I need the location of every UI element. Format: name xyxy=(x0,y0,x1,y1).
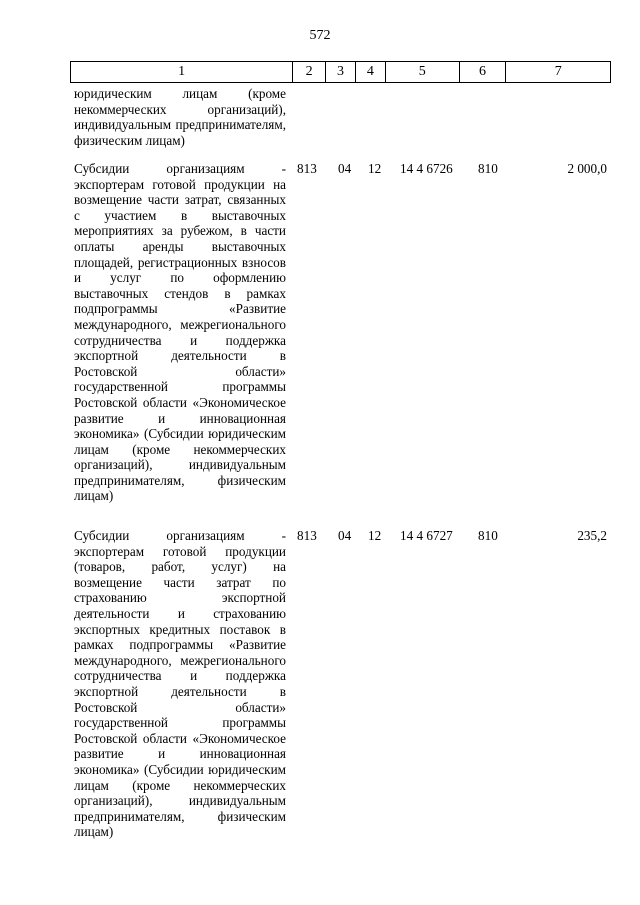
header-col-4: 4 xyxy=(356,62,386,82)
table-header xyxy=(70,61,611,83)
row-2-col2: 813 xyxy=(297,528,317,543)
row-2-col4: 12 xyxy=(368,528,382,543)
header-col-6: 6 xyxy=(460,62,507,82)
row-1-col7: 2 000,0 xyxy=(567,161,607,176)
row-2-col6: 810 xyxy=(478,528,498,543)
row-2-col3: 04 xyxy=(338,528,352,543)
row-2-col7: 235,2 xyxy=(577,528,607,543)
page-number: 572 xyxy=(309,28,331,43)
row-1-col4: 12 xyxy=(368,161,382,176)
header-col-1: 1 xyxy=(71,62,293,82)
header-col-2: 2 xyxy=(293,62,326,82)
row-2-col5: 14 4 6727 xyxy=(400,528,453,543)
continuation-text: юридическим лицам (кроме некоммерческих организаций), индивидуальным предпринимателям, физическим лицам) xyxy=(74,86,286,148)
header-col-7: 7 xyxy=(554,64,562,79)
row-2-description: Субсидии организациям - экспортерам готовой продукции (товаров, работ, услуг) на возмещение части затрат по страхованию экспортной деятельности и страхованию экспортных кредитных поставок в рамках подпрограммы «Развитие международного, межрегионального сотрудничества и поддержка экспортной деятельности в Ростовской области» государственной программы Ростовской области «Экономическое развитие и инновационная экономика» (Субсидии юридическим лицам (кроме некоммерческих организаций), индивидуальным предпринимателям, физическим лицам) xyxy=(74,528,286,840)
row-1-col6: 810 xyxy=(478,161,498,176)
row-1-description: Субсидии организациям - экспортерам готовой продукции на возмещение части затрат, связанных с участием в выставочных мероприятиях за рубежом, в части оплаты аренды выставочных площадей, регистрационных взносов и услуг по оформлению выставочных стендов в рамках подпрограммы «Развитие международного, межрегионального сотрудничества и поддержка экспортной деятельности в Ростовской области» государственной программы Ростовской области «Экономическое развитие и инновационная экономика» (Субсидии юридическим лицам (кроме некоммерческих организаций), индивидуальным предпринимателям, физическим лицам) xyxy=(74,161,286,504)
row-1-col5: 14 4 6726 xyxy=(400,161,453,176)
row-1-col2: 813 xyxy=(297,161,317,176)
row-1-col3: 04 xyxy=(338,161,352,176)
header-col-3: 3 xyxy=(326,62,356,82)
header-col-5: 5 xyxy=(386,62,460,82)
